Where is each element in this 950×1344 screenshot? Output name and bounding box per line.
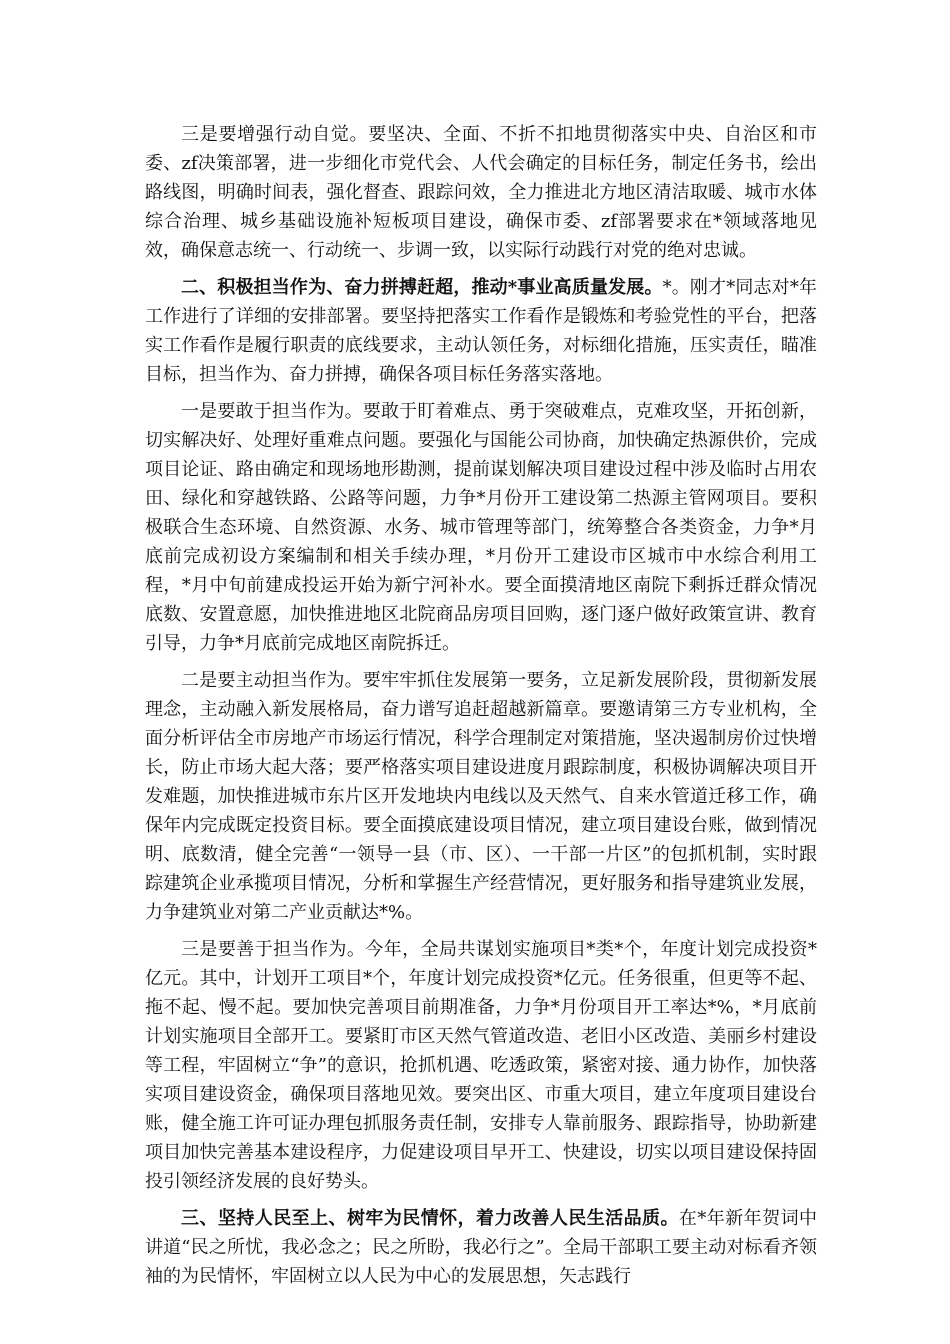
paragraph-skilled-act: [145, 935, 817, 1196]
paragraph-text: 在*年新年贺词中讲道“民之所忧，我必念之；民之所盼，我必行之”。全局干部职工要主动对标看齐领袖的为民情怀，牢固树立以人民为中心的发展思想，矢志践行: [145, 1208, 818, 1287]
paragraph-text: 三是要增强行动自觉。要坚决、全面、不折不扣地贯彻落实中央、自治区和市委、zf决策部署，进一步细化市党代会、人代会确定的目标任务，制定任务书，绘出路线图，明确时间表，强化督查、跟踪问效，全力推进北方地区清洁取暖、城市水体综合治理、城乡基础设施补短板项目建设，确保市委、zf部署要求在*领域落地见效，确保意志统一、行动统一、步调一致，以实际行动践行对党的绝对忠诚。: [145, 124, 817, 261]
paragraph-text: *。刚才*同志对*年工作进行了详细的安排部署。要坚持把落实工作看作是锻炼和考验党性的平台，把落实工作看作是履行职责的底线要求，主动认领任务，对标细化措施，压实责任，瞄准目标，担当作为、奋力拼搏，确保各项目标任务落实落地。: [145, 277, 817, 385]
paragraph-proactive-act: [145, 666, 817, 927]
paragraph-dare-to-act: [145, 397, 817, 658]
paragraph-text: 一是要敢于担当作为。要敢于盯着难点、勇于突破难点，克难攻坚，开拓创新，切实解决好、处理好重难点问题。要强化与国能公司协商，加快确定热源供价，完成项目论证、路由确定和现场地形勘测，提前谋划解决项目建设过程中涉及临时占用农田、绿化和穿越铁路、公路等问题，力争*月份开工建设第二热源主管网项目。要积极联合生态环境、自然资源、水务、城市管理等部门，统筹整合各类资金，力争*月底前完成初设方案编制和相关手续办理，*月份开工建设市区城市中水综合利用工程，*月中旬前建成投运开始为新宁河补水。要全面摸清地区南院下剩拆迁群众情况底数、安置意愿，加快推进地区北院商品房项目回购，逐门逐户做好政策宣讲、教育引导，力争*月底前完成地区南院拆迁。: [145, 401, 817, 654]
paragraph-text: 三是要善于担当作为。今年，全局共谋划实施项目*类*个，年度计划完成投资*亿元。其中，计划开工项目*个，年度计划完成投资*亿元。任务很重，但更等不起、拖不起、慢不起。要加快完善项目前期准备，力争*月份项目开工率达*%，*月底前计划实施项目全部开工。要紧盯市区天然气管道改造、老旧小区改造、美丽乡村建设等工程，牢固树立“争”的意识，抢抓机遇、吃透政策，紧密对接、通力协作，加快落实项目建设资金，确保项目落地见效。要突出区、市重大项目，建立年度项目建设台账，健全施工许可证办理包抓服务责任制，安排专人靠前服务、跟踪指导，协助新建项目加快完善基本建设程序，力促建设项目早开工、快建设，切实以项目建设保持固投引领经济发展的良好势头。: [145, 939, 817, 1192]
section-heading-two: 二、积极担当作为、奋力拼搏赶超，推动*事业高质量发展。: [181, 277, 663, 298]
section-three-intro: [145, 1204, 817, 1291]
section-heading-three: 三、坚持人民至上、树牢为民情怀，着力改善人民生活品质。: [181, 1208, 679, 1229]
document-body: [145, 120, 817, 1299]
section-two-intro: [145, 273, 817, 389]
paragraph-text: 二是要主动担当作为。要牢牢抓住发展第一要务，立足新发展阶段，贯彻新发展理念，主动融入新发展格局，奋力谱写追赶超越新篇章。要邀请第三方专业机构，全面分析评估全市房地产市场运行情况，科学合理制定对策措施，坚决遏制房价过快增长，防止市场大起大落；要严格落实项目建设进度月跟踪制度，积极协调解决项目开发难题，加快推进城市东片区开发地块内电线以及天然气、自来水管道迁移工作，确保年内完成既定投资目标。要全面摸底建设项目情况，建立项目建设台账，做到情况明、底数清，健全完善“一领导一县（市、区）、一干部一片区”的包抓机制，实时跟踪建筑企业承揽项目情况，分析和掌握生产经营情况，更好服务和指导建筑业发展，力争建筑业对第二产业贡献达*%。: [145, 670, 817, 923]
paragraph-action-awareness: [145, 120, 817, 265]
